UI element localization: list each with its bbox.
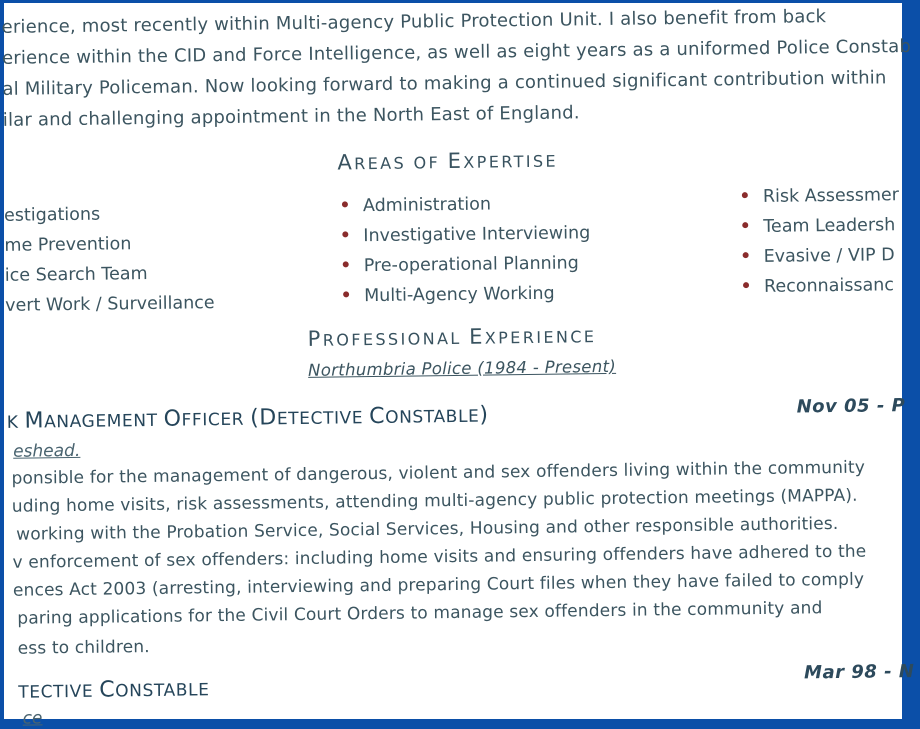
- experience-heading: [308, 323, 597, 351]
- role-title-part: ETECTIVE: [276, 408, 370, 430]
- expertise-item-label: Reconnaissanc: [763, 275, 895, 297]
- role-title-part: ONSTABLE: [385, 406, 480, 428]
- expertise-item: [343, 253, 579, 276]
- bullet-icon: [342, 201, 348, 207]
- bullet-icon: [742, 192, 748, 198]
- expertise-item: [743, 275, 894, 297]
- role-title-cap: O: [163, 406, 182, 432]
- intro-line: erience within the CID and Force Intelligence, as well as eight years as a uniformed Police Constab: [1, 35, 912, 69]
- expertise-item: [343, 284, 555, 307]
- role-title-paren: (: [249, 405, 260, 431]
- document-frame: [1, 3, 915, 729]
- duty-line: ences Act 2003 (arresting, interviewing and preparing Court files when they have failed to comply: [12, 569, 865, 601]
- expertise-item: [742, 215, 895, 237]
- bullet-icon: [743, 252, 749, 258]
- expertise-item: ice Search Team: [4, 263, 148, 286]
- bullet-icon: [742, 222, 748, 228]
- heading-cap: A: [337, 150, 355, 175]
- bullet-icon: [343, 291, 349, 297]
- duty-line: ess to children.: [17, 636, 150, 659]
- duty-line: ponsible for the management of dangerous, violent and sex offenders living within the community: [11, 457, 866, 489]
- duty-line: uding home visits, risk assessments, attending multi-agency public protection meetings (MAPPA).: [11, 485, 858, 517]
- bullet-icon: [343, 261, 349, 267]
- expertise-item-label: Risk Assessmer: [762, 185, 900, 207]
- role-title-part: ONSTABLE: [115, 680, 210, 702]
- expertise-item: vert Work / Surveillance: [5, 293, 215, 316]
- bullet-icon: [743, 282, 749, 288]
- intro-line: erience, most recently within Multi-agency Public Protection Unit. I also benefit from back: [1, 6, 827, 38]
- expertise-item: estigations: [3, 204, 101, 226]
- role-title: [18, 676, 210, 704]
- role-title-cap: C: [369, 403, 386, 430]
- role-location: eshead.: [13, 440, 81, 462]
- expertise-item: [342, 223, 590, 246]
- role-title-part: TECTIVE: [18, 681, 100, 703]
- role-title-paren: ): [479, 402, 489, 428]
- duty-line: v enforcement of sex offenders: including home visits and ensuring offenders have adhered to the: [12, 541, 867, 573]
- employer-name: Northumbria Police (1984 - Present): [307, 356, 617, 380]
- expertise-item-label: Investigative Interviewing: [363, 223, 591, 247]
- heading-cap: P: [307, 326, 323, 351]
- heading-cap: E: [447, 148, 464, 174]
- role-title-cap: D: [259, 405, 278, 431]
- role-location: ce: [22, 708, 43, 729]
- expertise-item-label: Evasive / VIP D: [763, 245, 895, 267]
- expertise-item: [743, 245, 895, 267]
- role-title-part: ANAGEMENT: [43, 410, 164, 433]
- heading-text: ROFESSIONAL: [322, 328, 470, 350]
- heading-text: XPERIENCE: [484, 327, 597, 348]
- expertise-item-label: Multi-Agency Working: [364, 283, 555, 307]
- expertise-item-label: Pre-operational Planning: [363, 253, 579, 277]
- intro-line: ilar and challenging appointment in the North East of England.: [2, 102, 580, 131]
- heading-text: XPERTISE: [463, 151, 559, 172]
- expertise-item: [342, 194, 491, 216]
- bullet-icon: [342, 231, 348, 237]
- duty-line: paring applications for the Civil Court Orders to manage sex offenders in the community and: [17, 598, 823, 629]
- expertise-item-label: Administration: [362, 194, 492, 217]
- role-date: Nov 05 - P: [796, 395, 906, 418]
- intro-line: al Military Policeman. Now looking forward to making a continued significant contribution within: [2, 67, 887, 100]
- heading-cap: E: [468, 324, 485, 349]
- expertise-heading: [337, 148, 558, 175]
- role-title-cap: C: [99, 677, 116, 703]
- expertise-item: me Prevention: [4, 234, 132, 256]
- expertise-item: [742, 185, 899, 207]
- heading-text: REAS OF: [354, 153, 448, 174]
- role-title-cap: M: [24, 408, 45, 434]
- duty-line: working with the Probation Service, Social Services, Housing and other responsible authorities.: [16, 513, 839, 545]
- role-title-part: FFICER: [181, 409, 251, 431]
- role-title-part: K: [6, 412, 25, 433]
- role-title: [7, 403, 489, 434]
- role-date: Mar 98 - N: [803, 660, 915, 684]
- expertise-item-label: Team Leadersh: [763, 215, 896, 237]
